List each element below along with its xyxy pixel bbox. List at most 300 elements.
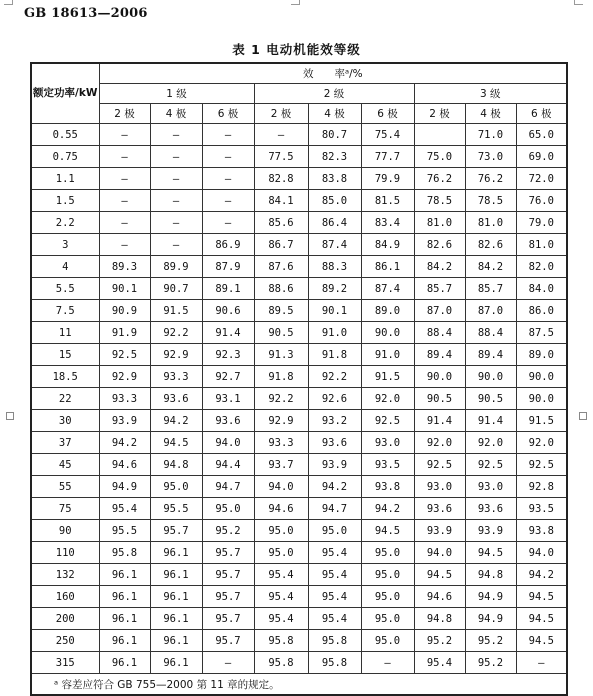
efficiency-cell: 78.5 bbox=[414, 190, 465, 212]
efficiency-cell: 75.0 bbox=[414, 146, 465, 168]
efficiency-cell: 93.6 bbox=[150, 388, 202, 410]
efficiency-cell: 95.7 bbox=[202, 564, 254, 586]
efficiency-cell: 91.8 bbox=[254, 366, 308, 388]
table-row bbox=[31, 256, 567, 278]
efficiency-cell: — bbox=[361, 652, 414, 674]
efficiency-cell: — bbox=[150, 212, 202, 234]
efficiency-cell: 95.0 bbox=[361, 564, 414, 586]
efficiency-cell: 92.5 bbox=[361, 410, 414, 432]
rated-power-cell: 37 bbox=[31, 432, 99, 454]
pole-header: 6 极 bbox=[361, 104, 414, 124]
table-row bbox=[31, 476, 567, 498]
rated-power-cell: 160 bbox=[31, 586, 99, 608]
efficiency-cell: 86.7 bbox=[254, 234, 308, 256]
pole-header: 4 极 bbox=[150, 104, 202, 124]
pole-header: 4 极 bbox=[308, 104, 361, 124]
efficiency-cell: 92.9 bbox=[254, 410, 308, 432]
efficiency-cell: 87.9 bbox=[202, 256, 254, 278]
efficiency-cell: 89.4 bbox=[465, 344, 516, 366]
rated-power-header: 额定功率/kW bbox=[31, 63, 99, 124]
efficiency-cell: 94.2 bbox=[516, 564, 567, 586]
efficiency-cell: 90.6 bbox=[202, 300, 254, 322]
table-row bbox=[31, 322, 567, 344]
efficiency-cell: 87.4 bbox=[361, 278, 414, 300]
efficiency-cell: 95.0 bbox=[361, 586, 414, 608]
efficiency-cell: 95.4 bbox=[308, 564, 361, 586]
efficiency-cell: 95.0 bbox=[308, 520, 361, 542]
efficiency-cell: 95.7 bbox=[150, 520, 202, 542]
efficiency-cell: 90.5 bbox=[465, 388, 516, 410]
efficiency-cell: 96.1 bbox=[150, 542, 202, 564]
rated-power-cell: 45 bbox=[31, 454, 99, 476]
efficiency-cell: 94.5 bbox=[414, 564, 465, 586]
efficiency-header: 效 率ᵃ/% bbox=[99, 63, 567, 84]
rated-power-cell: 30 bbox=[31, 410, 99, 432]
rated-power-cell: 0.55 bbox=[31, 124, 99, 146]
efficiency-cell: 83.8 bbox=[308, 168, 361, 190]
efficiency-cell: 92.5 bbox=[414, 454, 465, 476]
header-row-efficiency bbox=[31, 63, 567, 84]
rated-power-cell: 75 bbox=[31, 498, 99, 520]
efficiency-cell: 87.5 bbox=[516, 322, 567, 344]
efficiency-cell: 94.5 bbox=[361, 520, 414, 542]
efficiency-cell: 94.2 bbox=[99, 432, 150, 454]
efficiency-cell: 84.0 bbox=[516, 278, 567, 300]
efficiency-cell: 94.0 bbox=[414, 542, 465, 564]
efficiency-cell: 95.0 bbox=[254, 542, 308, 564]
efficiency-cell: 81.0 bbox=[465, 212, 516, 234]
efficiency-cell: 92.2 bbox=[254, 388, 308, 410]
efficiency-cell: — bbox=[202, 146, 254, 168]
rated-power-cell: 250 bbox=[31, 630, 99, 652]
efficiency-cell: 93.2 bbox=[308, 410, 361, 432]
efficiency-cell: 94.2 bbox=[150, 410, 202, 432]
efficiency-cell: 92.9 bbox=[99, 366, 150, 388]
efficiency-cell: — bbox=[150, 234, 202, 256]
efficiency-cell: 95.8 bbox=[254, 630, 308, 652]
efficiency-cell: 81.0 bbox=[414, 212, 465, 234]
table-title: 表 1 电动机能效等级 bbox=[232, 42, 361, 57]
efficiency-cell: 87.4 bbox=[308, 234, 361, 256]
efficiency-cell: 95.7 bbox=[202, 630, 254, 652]
efficiency-cell: — bbox=[99, 146, 150, 168]
efficiency-cell: 94.0 bbox=[254, 476, 308, 498]
rated-power-cell: 200 bbox=[31, 608, 99, 630]
pole-header: 2 极 bbox=[99, 104, 150, 124]
efficiency-cell: 93.0 bbox=[414, 476, 465, 498]
efficiency-cell: — bbox=[150, 168, 202, 190]
efficiency-cell: 79.0 bbox=[516, 212, 567, 234]
rated-power-cell: 4 bbox=[31, 256, 99, 278]
efficiency-cell: 86.9 bbox=[202, 234, 254, 256]
efficiency-cell: 85.0 bbox=[308, 190, 361, 212]
efficiency-cell: 94.7 bbox=[202, 476, 254, 498]
efficiency-cell: 94.6 bbox=[254, 498, 308, 520]
efficiency-cell: 90.5 bbox=[414, 388, 465, 410]
table-row bbox=[31, 278, 567, 300]
efficiency-cell: 92.0 bbox=[414, 432, 465, 454]
table-row bbox=[31, 410, 567, 432]
efficiency-cell: 92.5 bbox=[516, 454, 567, 476]
efficiency-cell: 91.8 bbox=[308, 344, 361, 366]
efficiency-cell: 96.1 bbox=[99, 608, 150, 630]
efficiency-cell: — bbox=[202, 652, 254, 674]
efficiency-cell: 95.5 bbox=[150, 498, 202, 520]
efficiency-cell: 95.4 bbox=[308, 542, 361, 564]
table-row bbox=[31, 652, 567, 674]
pole-header: 6 极 bbox=[202, 104, 254, 124]
efficiency-cell: 95.7 bbox=[202, 608, 254, 630]
efficiency-cell: 92.5 bbox=[465, 454, 516, 476]
efficiency-cell: 90.5 bbox=[254, 322, 308, 344]
efficiency-cell: 96.1 bbox=[150, 652, 202, 674]
efficiency-cell: 95.2 bbox=[465, 630, 516, 652]
rated-power-cell: 18.5 bbox=[31, 366, 99, 388]
efficiency-cell: 77.7 bbox=[361, 146, 414, 168]
efficiency-cell: 90.7 bbox=[150, 278, 202, 300]
efficiency-cell: — bbox=[99, 168, 150, 190]
efficiency-cell: 89.1 bbox=[202, 278, 254, 300]
efficiency-cell: 94.8 bbox=[465, 564, 516, 586]
efficiency-cell: 92.8 bbox=[516, 476, 567, 498]
efficiency-cell: 96.1 bbox=[150, 564, 202, 586]
efficiency-cell: 95.7 bbox=[202, 542, 254, 564]
efficiency-cell: 94.2 bbox=[308, 476, 361, 498]
table-row bbox=[31, 146, 567, 168]
efficiency-cell: 82.6 bbox=[414, 234, 465, 256]
efficiency-cell: 96.1 bbox=[150, 630, 202, 652]
table-row bbox=[31, 366, 567, 388]
efficiency-cell: 85.6 bbox=[254, 212, 308, 234]
table-row bbox=[31, 124, 567, 146]
efficiency-cell: 95.0 bbox=[254, 520, 308, 542]
efficiency-cell: 75.4 bbox=[361, 124, 414, 146]
efficiency-cell: — bbox=[202, 168, 254, 190]
efficiency-cell: 96.1 bbox=[99, 564, 150, 586]
efficiency-cell: 94.5 bbox=[516, 608, 567, 630]
efficiency-cell: 96.1 bbox=[99, 586, 150, 608]
efficiency-cell: 69.0 bbox=[516, 146, 567, 168]
efficiency-cell: 91.0 bbox=[361, 344, 414, 366]
crop-mark-top-right bbox=[574, 0, 583, 5]
table-row bbox=[31, 234, 567, 256]
efficiency-cell: 93.0 bbox=[465, 476, 516, 498]
efficiency-cell: 96.1 bbox=[150, 586, 202, 608]
efficiency-cell bbox=[414, 124, 465, 146]
pole-header: 2 极 bbox=[414, 104, 465, 124]
efficiency-cell: 87.0 bbox=[465, 300, 516, 322]
efficiency-cell: 90.9 bbox=[99, 300, 150, 322]
efficiency-cell: 89.2 bbox=[308, 278, 361, 300]
efficiency-cell: 93.7 bbox=[254, 454, 308, 476]
efficiency-cell: — bbox=[202, 124, 254, 146]
efficiency-cell: 87.0 bbox=[414, 300, 465, 322]
efficiency-cell: 94.5 bbox=[516, 586, 567, 608]
efficiency-cell: 95.4 bbox=[414, 652, 465, 674]
pole-header: 6 极 bbox=[516, 104, 567, 124]
rated-power-cell: 5.5 bbox=[31, 278, 99, 300]
efficiency-cell: 95.0 bbox=[202, 498, 254, 520]
efficiency-cell: 93.9 bbox=[465, 520, 516, 542]
efficiency-cell: 95.4 bbox=[99, 498, 150, 520]
efficiency-cell: 95.4 bbox=[254, 564, 308, 586]
efficiency-cell: 92.6 bbox=[308, 388, 361, 410]
efficiency-cell: — bbox=[516, 652, 567, 674]
rated-power-cell: 7.5 bbox=[31, 300, 99, 322]
efficiency-cell: 94.7 bbox=[308, 498, 361, 520]
efficiency-cell: 95.2 bbox=[465, 652, 516, 674]
efficiency-cell: 79.9 bbox=[361, 168, 414, 190]
efficiency-cell: 83.4 bbox=[361, 212, 414, 234]
efficiency-cell: 91.4 bbox=[465, 410, 516, 432]
efficiency-cell: 91.5 bbox=[150, 300, 202, 322]
efficiency-cell: — bbox=[99, 234, 150, 256]
efficiency-cell: 92.3 bbox=[202, 344, 254, 366]
efficiency-cell: 94.9 bbox=[99, 476, 150, 498]
efficiency-cell: 94.9 bbox=[465, 608, 516, 630]
efficiency-cell: 89.3 bbox=[99, 256, 150, 278]
rated-power-cell: 90 bbox=[31, 520, 99, 542]
efficiency-cell: 95.5 bbox=[99, 520, 150, 542]
table-row bbox=[31, 168, 567, 190]
efficiency-cell: 95.0 bbox=[361, 630, 414, 652]
footnote-row bbox=[31, 674, 567, 696]
efficiency-cell: 90.0 bbox=[414, 366, 465, 388]
table-body bbox=[31, 124, 567, 674]
efficiency-cell: 95.8 bbox=[308, 630, 361, 652]
efficiency-table bbox=[30, 62, 568, 696]
efficiency-cell: 93.3 bbox=[150, 366, 202, 388]
rated-power-cell: 2.2 bbox=[31, 212, 99, 234]
efficiency-cell: 92.9 bbox=[150, 344, 202, 366]
efficiency-cell: 78.5 bbox=[465, 190, 516, 212]
efficiency-cell: — bbox=[254, 124, 308, 146]
efficiency-cell: 95.4 bbox=[254, 608, 308, 630]
efficiency-cell: 76.2 bbox=[465, 168, 516, 190]
header-row-grades bbox=[31, 84, 567, 104]
efficiency-cell: 93.5 bbox=[361, 454, 414, 476]
table-row bbox=[31, 300, 567, 322]
efficiency-cell: 89.9 bbox=[150, 256, 202, 278]
efficiency-cell: 93.3 bbox=[254, 432, 308, 454]
efficiency-cell: 95.2 bbox=[202, 520, 254, 542]
efficiency-cell: 90.0 bbox=[361, 322, 414, 344]
table-row bbox=[31, 190, 567, 212]
efficiency-cell: 90.0 bbox=[465, 366, 516, 388]
efficiency-cell: 77.5 bbox=[254, 146, 308, 168]
efficiency-cell: 88.3 bbox=[308, 256, 361, 278]
efficiency-cell: 93.6 bbox=[414, 498, 465, 520]
table-row bbox=[31, 388, 567, 410]
efficiency-cell: 94.9 bbox=[465, 586, 516, 608]
efficiency-cell: 89.4 bbox=[414, 344, 465, 366]
efficiency-cell: 95.7 bbox=[202, 586, 254, 608]
efficiency-cell: — bbox=[202, 190, 254, 212]
grade-1-header: 1 级 bbox=[99, 84, 254, 104]
table-footnote: ᵃ 容差应符合 GB 755—2000 第 11 章的规定。 bbox=[31, 674, 567, 696]
efficiency-cell: 94.0 bbox=[202, 432, 254, 454]
efficiency-cell: 96.1 bbox=[99, 630, 150, 652]
rated-power-cell: 15 bbox=[31, 344, 99, 366]
efficiency-cell: — bbox=[150, 124, 202, 146]
efficiency-cell: 93.6 bbox=[465, 498, 516, 520]
efficiency-cell: 93.0 bbox=[361, 432, 414, 454]
efficiency-cell: 86.1 bbox=[361, 256, 414, 278]
efficiency-cell: — bbox=[150, 190, 202, 212]
efficiency-cell: 80.7 bbox=[308, 124, 361, 146]
efficiency-cell: 92.5 bbox=[99, 344, 150, 366]
efficiency-cell: 96.1 bbox=[99, 652, 150, 674]
table-row bbox=[31, 586, 567, 608]
efficiency-cell: 93.9 bbox=[99, 410, 150, 432]
standard-code: GB 18613—2006 bbox=[24, 6, 148, 21]
efficiency-cell: 93.6 bbox=[308, 432, 361, 454]
efficiency-cell: 93.8 bbox=[516, 520, 567, 542]
table-row bbox=[31, 454, 567, 476]
rated-power-cell: 11 bbox=[31, 322, 99, 344]
efficiency-cell: 76.2 bbox=[414, 168, 465, 190]
efficiency-cell: 90.0 bbox=[516, 388, 567, 410]
efficiency-cell: — bbox=[99, 212, 150, 234]
table-row bbox=[31, 564, 567, 586]
efficiency-cell: 65.0 bbox=[516, 124, 567, 146]
table-row bbox=[31, 498, 567, 520]
table-row bbox=[31, 608, 567, 630]
efficiency-cell: 73.0 bbox=[465, 146, 516, 168]
efficiency-cell: 88.4 bbox=[465, 322, 516, 344]
efficiency-cell: 85.7 bbox=[465, 278, 516, 300]
efficiency-cell: 95.8 bbox=[254, 652, 308, 674]
efficiency-cell: 92.0 bbox=[465, 432, 516, 454]
rated-power-cell: 132 bbox=[31, 564, 99, 586]
rated-power-cell: 1.1 bbox=[31, 168, 99, 190]
efficiency-cell: 92.7 bbox=[202, 366, 254, 388]
efficiency-cell: 94.8 bbox=[414, 608, 465, 630]
efficiency-cell: 95.4 bbox=[254, 586, 308, 608]
grade-3-header: 3 级 bbox=[414, 84, 567, 104]
efficiency-cell: 92.0 bbox=[361, 388, 414, 410]
efficiency-cell: 91.4 bbox=[414, 410, 465, 432]
rated-power-cell: 110 bbox=[31, 542, 99, 564]
efficiency-cell: — bbox=[150, 146, 202, 168]
efficiency-cell: 95.0 bbox=[150, 476, 202, 498]
efficiency-cell: 94.0 bbox=[516, 542, 567, 564]
efficiency-cell: 72.0 bbox=[516, 168, 567, 190]
efficiency-cell: 93.9 bbox=[414, 520, 465, 542]
efficiency-cell: 84.1 bbox=[254, 190, 308, 212]
efficiency-cell: 89.0 bbox=[361, 300, 414, 322]
efficiency-cell: 95.4 bbox=[308, 608, 361, 630]
efficiency-cell: 93.5 bbox=[516, 498, 567, 520]
efficiency-cell: 76.0 bbox=[516, 190, 567, 212]
efficiency-cell: 92.2 bbox=[308, 366, 361, 388]
efficiency-cell: — bbox=[99, 124, 150, 146]
efficiency-cell: 88.4 bbox=[414, 322, 465, 344]
table-row bbox=[31, 344, 567, 366]
efficiency-cell: — bbox=[202, 212, 254, 234]
efficiency-cell: 71.0 bbox=[465, 124, 516, 146]
efficiency-cell: 89.5 bbox=[254, 300, 308, 322]
efficiency-cell: 94.4 bbox=[202, 454, 254, 476]
efficiency-cell: 93.3 bbox=[99, 388, 150, 410]
efficiency-cell: 94.5 bbox=[150, 432, 202, 454]
efficiency-cell: 92.0 bbox=[516, 432, 567, 454]
efficiency-cell: 81.0 bbox=[516, 234, 567, 256]
efficiency-cell: 87.6 bbox=[254, 256, 308, 278]
header-row-poles bbox=[31, 104, 567, 124]
crop-mark-top-center bbox=[291, 0, 300, 5]
table-row bbox=[31, 542, 567, 564]
crop-mark-top-left bbox=[4, 0, 13, 5]
efficiency-cell: 95.0 bbox=[361, 608, 414, 630]
efficiency-cell: 82.3 bbox=[308, 146, 361, 168]
efficiency-cell: 90.0 bbox=[516, 366, 567, 388]
efficiency-cell: 93.1 bbox=[202, 388, 254, 410]
efficiency-cell: 86.0 bbox=[516, 300, 567, 322]
efficiency-cell: 91.0 bbox=[308, 322, 361, 344]
rated-power-cell: 22 bbox=[31, 388, 99, 410]
efficiency-cell: 95.8 bbox=[308, 652, 361, 674]
efficiency-cell: 94.5 bbox=[516, 630, 567, 652]
efficiency-cell: 95.4 bbox=[308, 586, 361, 608]
efficiency-cell: 94.6 bbox=[414, 586, 465, 608]
efficiency-cell: 94.2 bbox=[361, 498, 414, 520]
efficiency-cell: 93.9 bbox=[308, 454, 361, 476]
efficiency-cell: — bbox=[99, 190, 150, 212]
rated-power-cell: 0.75 bbox=[31, 146, 99, 168]
rated-power-cell: 3 bbox=[31, 234, 99, 256]
crop-mark-left-middle bbox=[6, 412, 14, 420]
efficiency-cell: 89.0 bbox=[516, 344, 567, 366]
efficiency-cell: 93.6 bbox=[202, 410, 254, 432]
efficiency-cell: 95.8 bbox=[99, 542, 150, 564]
pole-header: 2 极 bbox=[254, 104, 308, 124]
grade-2-header: 2 级 bbox=[254, 84, 414, 104]
table-row bbox=[31, 432, 567, 454]
efficiency-cell: 84.2 bbox=[465, 256, 516, 278]
crop-mark-right-middle bbox=[579, 412, 587, 420]
efficiency-cell: 81.5 bbox=[361, 190, 414, 212]
efficiency-cell: 90.1 bbox=[99, 278, 150, 300]
efficiency-cell: 91.4 bbox=[202, 322, 254, 344]
efficiency-cell: 91.5 bbox=[516, 410, 567, 432]
table-row bbox=[31, 212, 567, 234]
pole-header: 4 极 bbox=[465, 104, 516, 124]
table-row bbox=[31, 630, 567, 652]
efficiency-cell: 94.8 bbox=[150, 454, 202, 476]
efficiency-cell: 82.0 bbox=[516, 256, 567, 278]
efficiency-cell: 88.6 bbox=[254, 278, 308, 300]
efficiency-cell: 92.2 bbox=[150, 322, 202, 344]
rated-power-cell: 1.5 bbox=[31, 190, 99, 212]
efficiency-cell: 93.8 bbox=[361, 476, 414, 498]
efficiency-cell: 96.1 bbox=[150, 608, 202, 630]
efficiency-cell: 82.6 bbox=[465, 234, 516, 256]
efficiency-cell: 91.3 bbox=[254, 344, 308, 366]
efficiency-cell: 84.9 bbox=[361, 234, 414, 256]
efficiency-cell: 94.5 bbox=[465, 542, 516, 564]
efficiency-cell: 91.5 bbox=[361, 366, 414, 388]
efficiency-cell: 90.1 bbox=[308, 300, 361, 322]
table-row bbox=[31, 520, 567, 542]
efficiency-cell: 95.2 bbox=[414, 630, 465, 652]
efficiency-cell: 86.4 bbox=[308, 212, 361, 234]
efficiency-cell: 85.7 bbox=[414, 278, 465, 300]
efficiency-cell: 91.9 bbox=[99, 322, 150, 344]
efficiency-cell: 84.2 bbox=[414, 256, 465, 278]
rated-power-cell: 315 bbox=[31, 652, 99, 674]
efficiency-cell: 94.6 bbox=[99, 454, 150, 476]
